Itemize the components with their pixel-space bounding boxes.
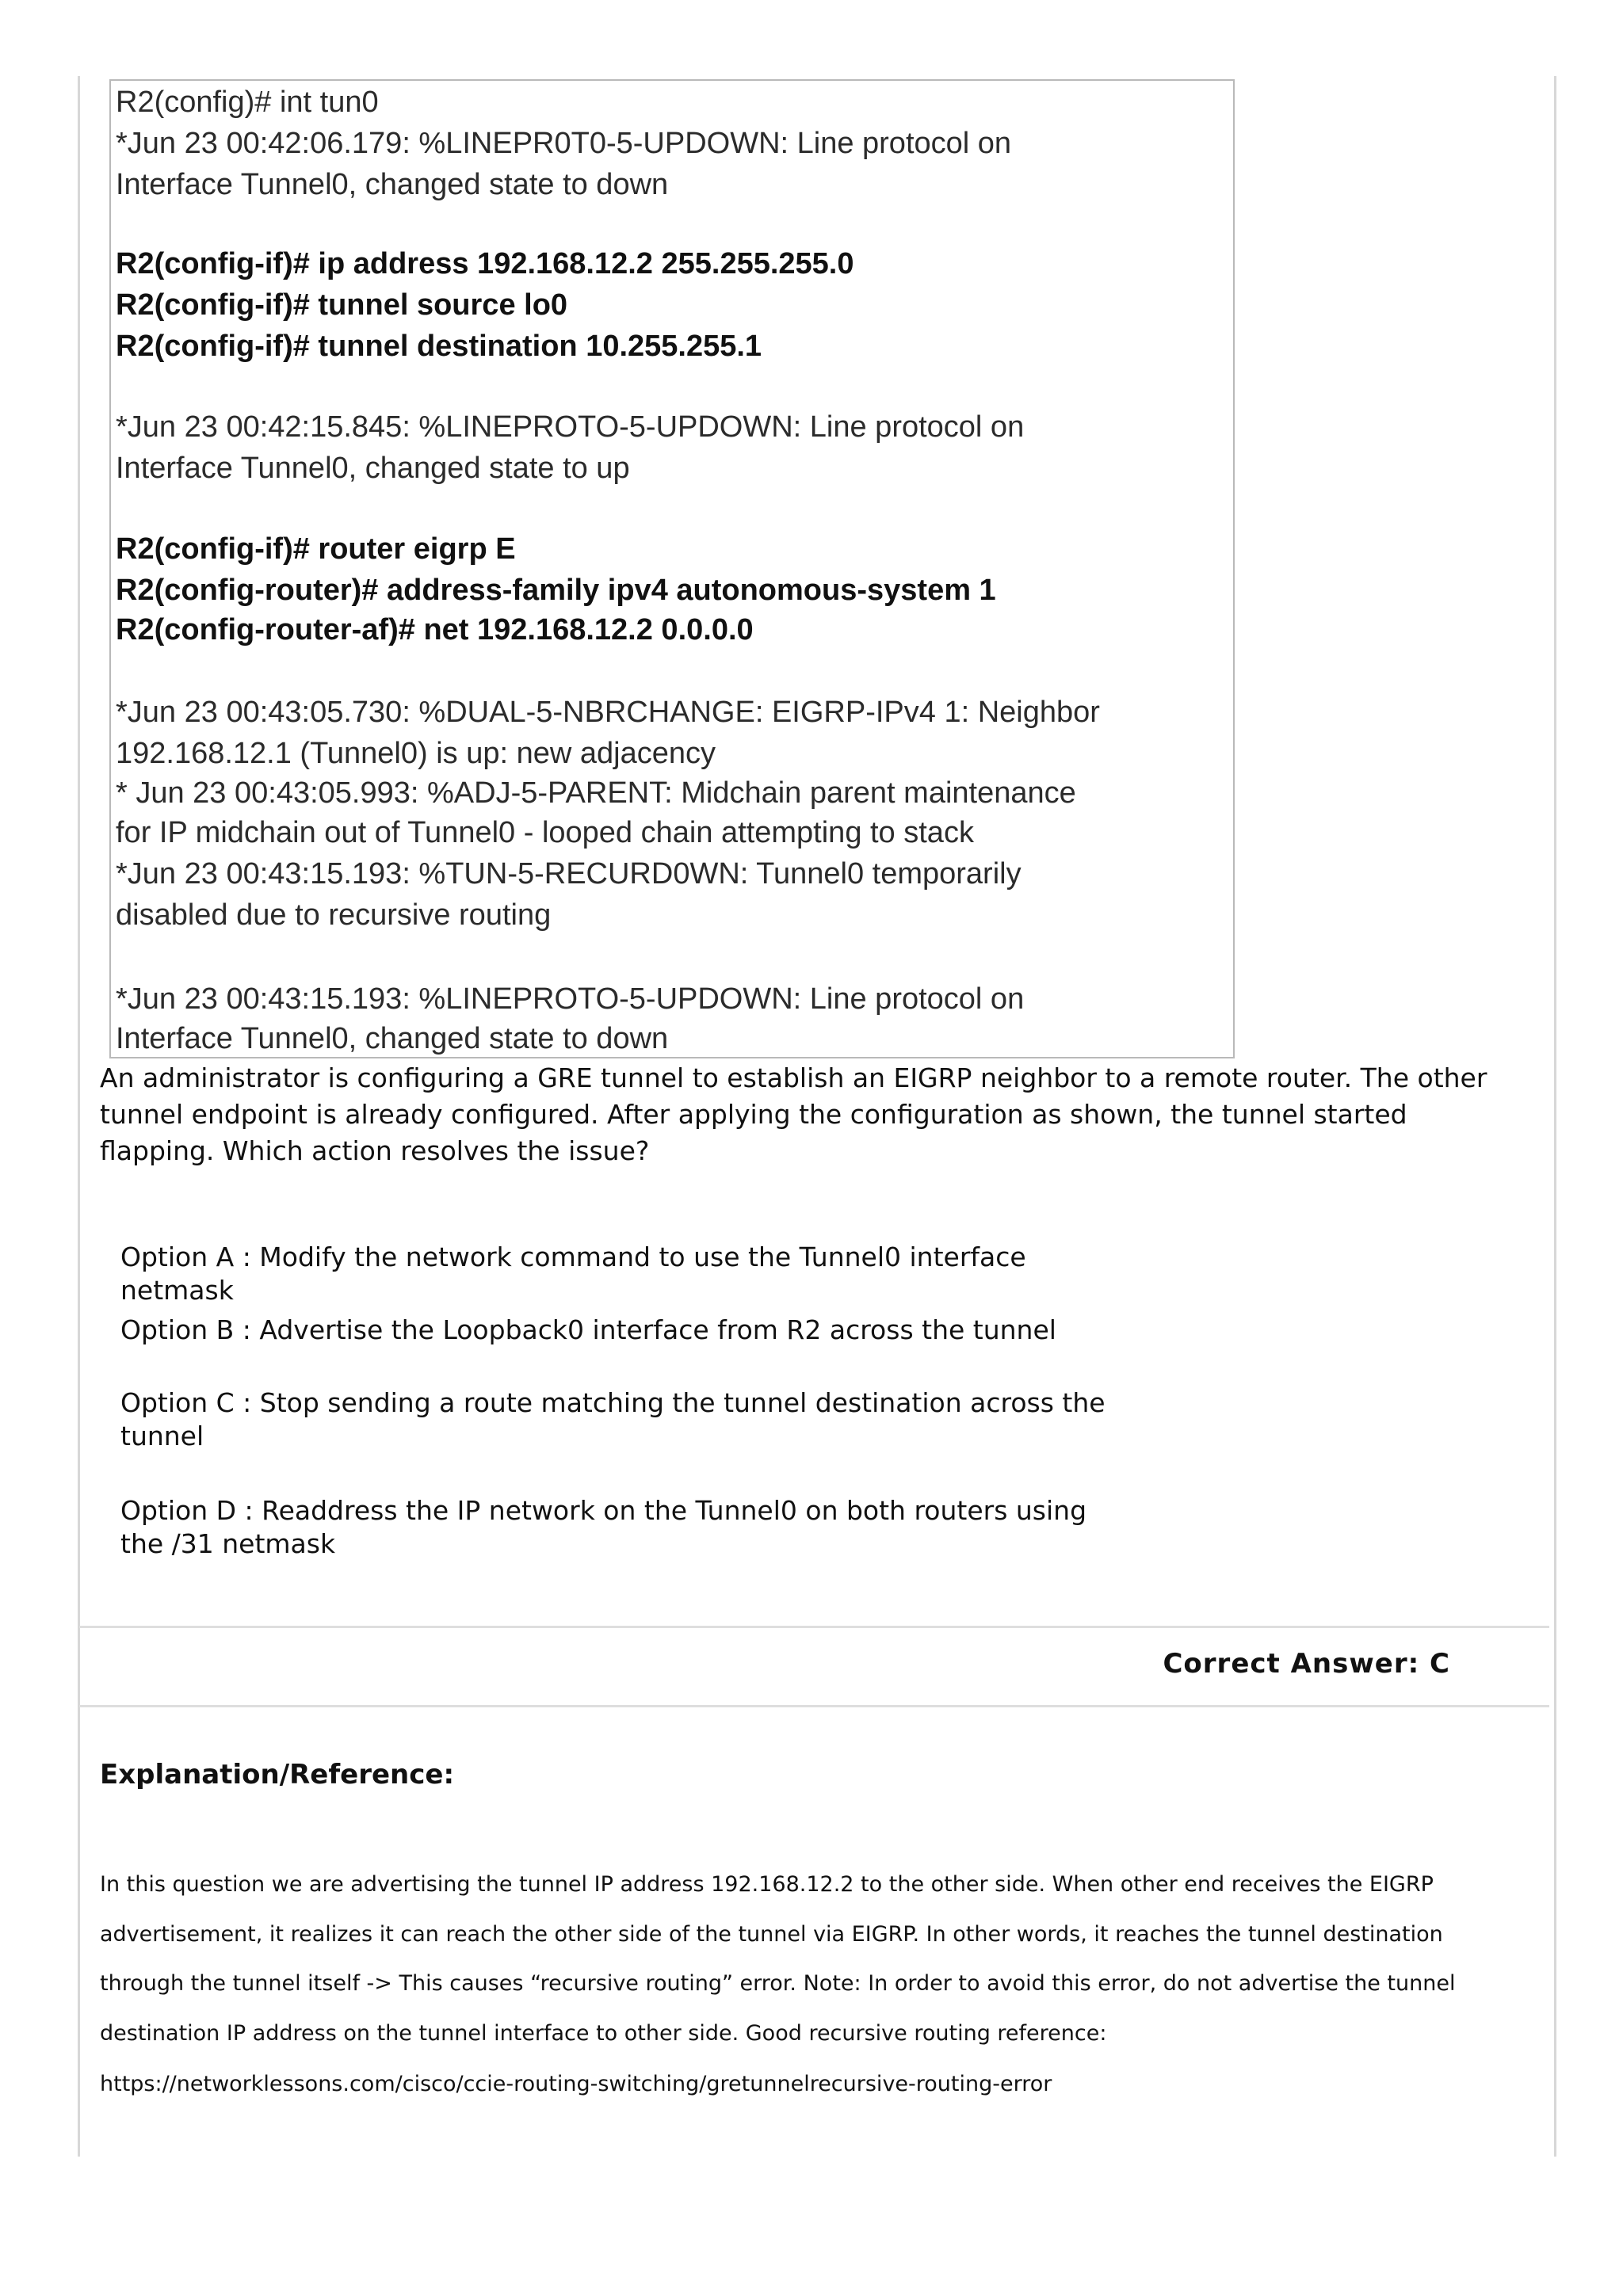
exhibit-line: *Jun 23 00:43:15.193: %LINEPROTO-5-UPDOWN: Line protocol on (116, 982, 1025, 1016)
option-b[interactable]: Option B : Advertise the Loopback0 interface from R2 across the tunnel (120, 1314, 1056, 1345)
exhibit-line: *Jun 23 00:42:15.845: %LINEPROTO-5-UPDOWN: Line protocol on (116, 410, 1025, 444)
exhibit-line: R2(config-router)# address-family ipv4 autonomous-system 1 (116, 574, 996, 607)
exhibit-line: R2(config-if)# router eigrp E (116, 532, 516, 566)
option-a[interactable]: Option A : Modify the network command to use the Tunnel0 interface netmask (120, 1241, 1026, 1306)
exhibit-line: * Jun 23 00:43:05.993: %ADJ-5-PARENT: Midchain parent maintenance (116, 776, 1076, 810)
exhibit-line: 192.168.12.1 (Tunnel0) is up: new adjacency (116, 737, 716, 770)
divider (79, 1705, 1549, 1707)
explanation-text: In this question we are advertising the tunnel IP address 192.168.12.2 to the other side. When other end receives the EIGRP advertisement, it realizes it can reach the other side of the tunnel via EIGRP. In other words, it reaches the tunnel destination through the tunnel itself -> This causes “recursive routing” error. Note: In order to avoid this error, do not advertise the tunnel destination IP address on the tunnel interface to other side. Good recursive routing reference: (100, 1872, 1456, 2046)
exhibit-line: Interface Tunnel0, changed state to down (116, 1022, 669, 1055)
exhibit-line: R2(config-router-af)# net 192.168.12.2 0.0.0.0 (116, 613, 754, 646)
exhibit-line: *Jun 23 00:43:15.193: %TUN-5-RECURD0WN: Tunnel0 temporarily (116, 857, 1022, 891)
option-c[interactable]: Option C : Stop sending a route matching the tunnel destination across the tunnel (120, 1387, 1106, 1451)
reference-link[interactable]: https://networklessons.com/cisco/ccie-routing-switching/gretunnelrecursive-routing-error (100, 2072, 1052, 2096)
exhibit-line: Interface Tunnel0, changed state to up (116, 452, 630, 485)
exhibit-line: R2(config-if)# tunnel source lo0 (116, 288, 568, 322)
exhibit-line: R2(config-if)# ip address 192.168.12.2 255.255.255.0 (116, 247, 854, 280)
exhibit-line: Interface Tunnel0, changed state to down (116, 168, 669, 201)
exhibit-line: for IP midchain out of Tunnel0 - looped chain attempting to stack (116, 816, 974, 849)
exhibit-line: *Jun 23 00:43:05.730: %DUAL-5-NBRCHANGE: EIGRP-IPv4 1: Neighbor (116, 696, 1100, 729)
divider (79, 1626, 1549, 1628)
explanation-heading: Explanation/Reference: (100, 1759, 455, 1791)
correct-answer: Correct Answer: C (1163, 1648, 1450, 1680)
question-text: An administrator is configuring a GRE tunnel to establish an EIGRP neighbor to a remote router. The other tunnel endpoint is already configured. After applying the configuration as shown, the tunnel started flapping. Which action resolves the issue? (100, 1062, 1487, 1166)
option-d[interactable]: Option D : Readdress the IP network on the Tunnel0 on both routers using the /31 netmask (120, 1495, 1087, 1559)
exhibit-line: disabled due to recursive routing (116, 898, 552, 932)
exhibit-line: R2(config)# int tun0 (116, 86, 379, 119)
cli-exhibit-image (109, 79, 1235, 1058)
exhibit-line: *Jun 23 00:42:06.179: %LINEPR0T0-5-UPDOWN: Line protocol on (116, 127, 1012, 160)
exhibit-line: R2(config-if)# tunnel destination 10.255.255.1 (116, 330, 762, 363)
